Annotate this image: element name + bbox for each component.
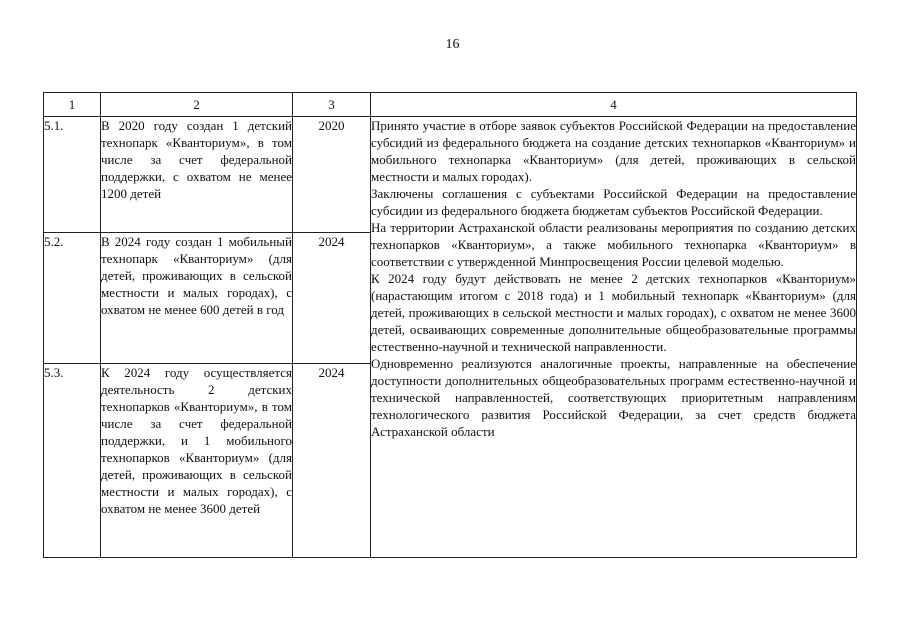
goal-cell — [101, 364, 293, 558]
table-header-row — [44, 93, 857, 117]
year-cell: 2024 — [293, 364, 371, 558]
description-paragraph: Одновременно реализуются аналогичные проекты, направленные на обеспечение доступности дополнительных общеобразовательных программ естественно-научной и технической направленностей, соответствующих приоритетным направлениям технологического развития Российской Федерации, за счет средств бюджета Астраханской области — [371, 356, 856, 439]
page-number: 16 — [445, 37, 460, 52]
column-header: 3 — [293, 93, 371, 117]
goal-text: В 2020 году создан 1 детский технопарк «Кванториум», в том числе за счет федеральной поддержки, с охватом не менее 1200 детей — [101, 118, 292, 201]
goal-cell — [101, 233, 293, 364]
description-cell — [371, 117, 857, 558]
description-paragraph: На территории Астраханской области реализованы мероприятия по созданию детских технопарков «Кванториум», а также мобильного технопарка «Кванториум» в соответствии с утвержденной Минпросвещения России целевой моделью. — [371, 220, 856, 269]
goal-cell — [101, 117, 293, 233]
year-cell: 2024 — [293, 233, 371, 364]
description-paragraph: Заключены соглашения с субъектами Российской Федерации на предоставление субсидии из федерального бюджета бюджетам субъектов Российской Федерации. — [371, 186, 856, 218]
row-number: 5.2. — [44, 233, 101, 364]
year-cell: 2020 — [293, 117, 371, 233]
column-header: 1 — [44, 93, 101, 117]
column-header: 2 — [101, 93, 293, 117]
column-header: 4 — [371, 93, 857, 117]
description-paragraph: Принято участие в отборе заявок субъектов Российской Федерации на предоставление субсидий из федерального бюджета на создание детских технопарков «Кванториум» и мобильного технопарка «Кванториум» (для детей, проживающих в сельской местности и малых городах). — [371, 118, 856, 184]
data-table — [43, 92, 857, 558]
table-row — [44, 117, 857, 233]
description-paragraph: К 2024 году будут действовать не менее 2 детских технопарков «Кванториум» (нарастающим итогом с 2018 года) и 1 мобильный технопарк «Кванториум» (для детей, проживающих в сельской местности и малых городах), с охватом не менее 3600 детей, осваивающих современные дополнительные общеобразовательные программы естественно-научной и технической направленности. — [371, 271, 856, 354]
goal-text: В 2024 году создан 1 мобильный технопарк «Кванториум» (для детей, проживающих в сельской местности и малых городах), с охватом не менее 600 детей в год — [101, 234, 292, 317]
row-number: 5.1. — [44, 117, 101, 233]
row-number: 5.3. — [44, 364, 101, 558]
goal-text: К 2024 году осуществляется деятельность 2 детских технопарков «Кванториум», в том числе за счет федеральной поддержки, и 1 мобильного технопарков «Кванториум» (для детей, проживающих в сельской местности и малых городах), с охватом не менее 3600 детей — [101, 365, 292, 516]
